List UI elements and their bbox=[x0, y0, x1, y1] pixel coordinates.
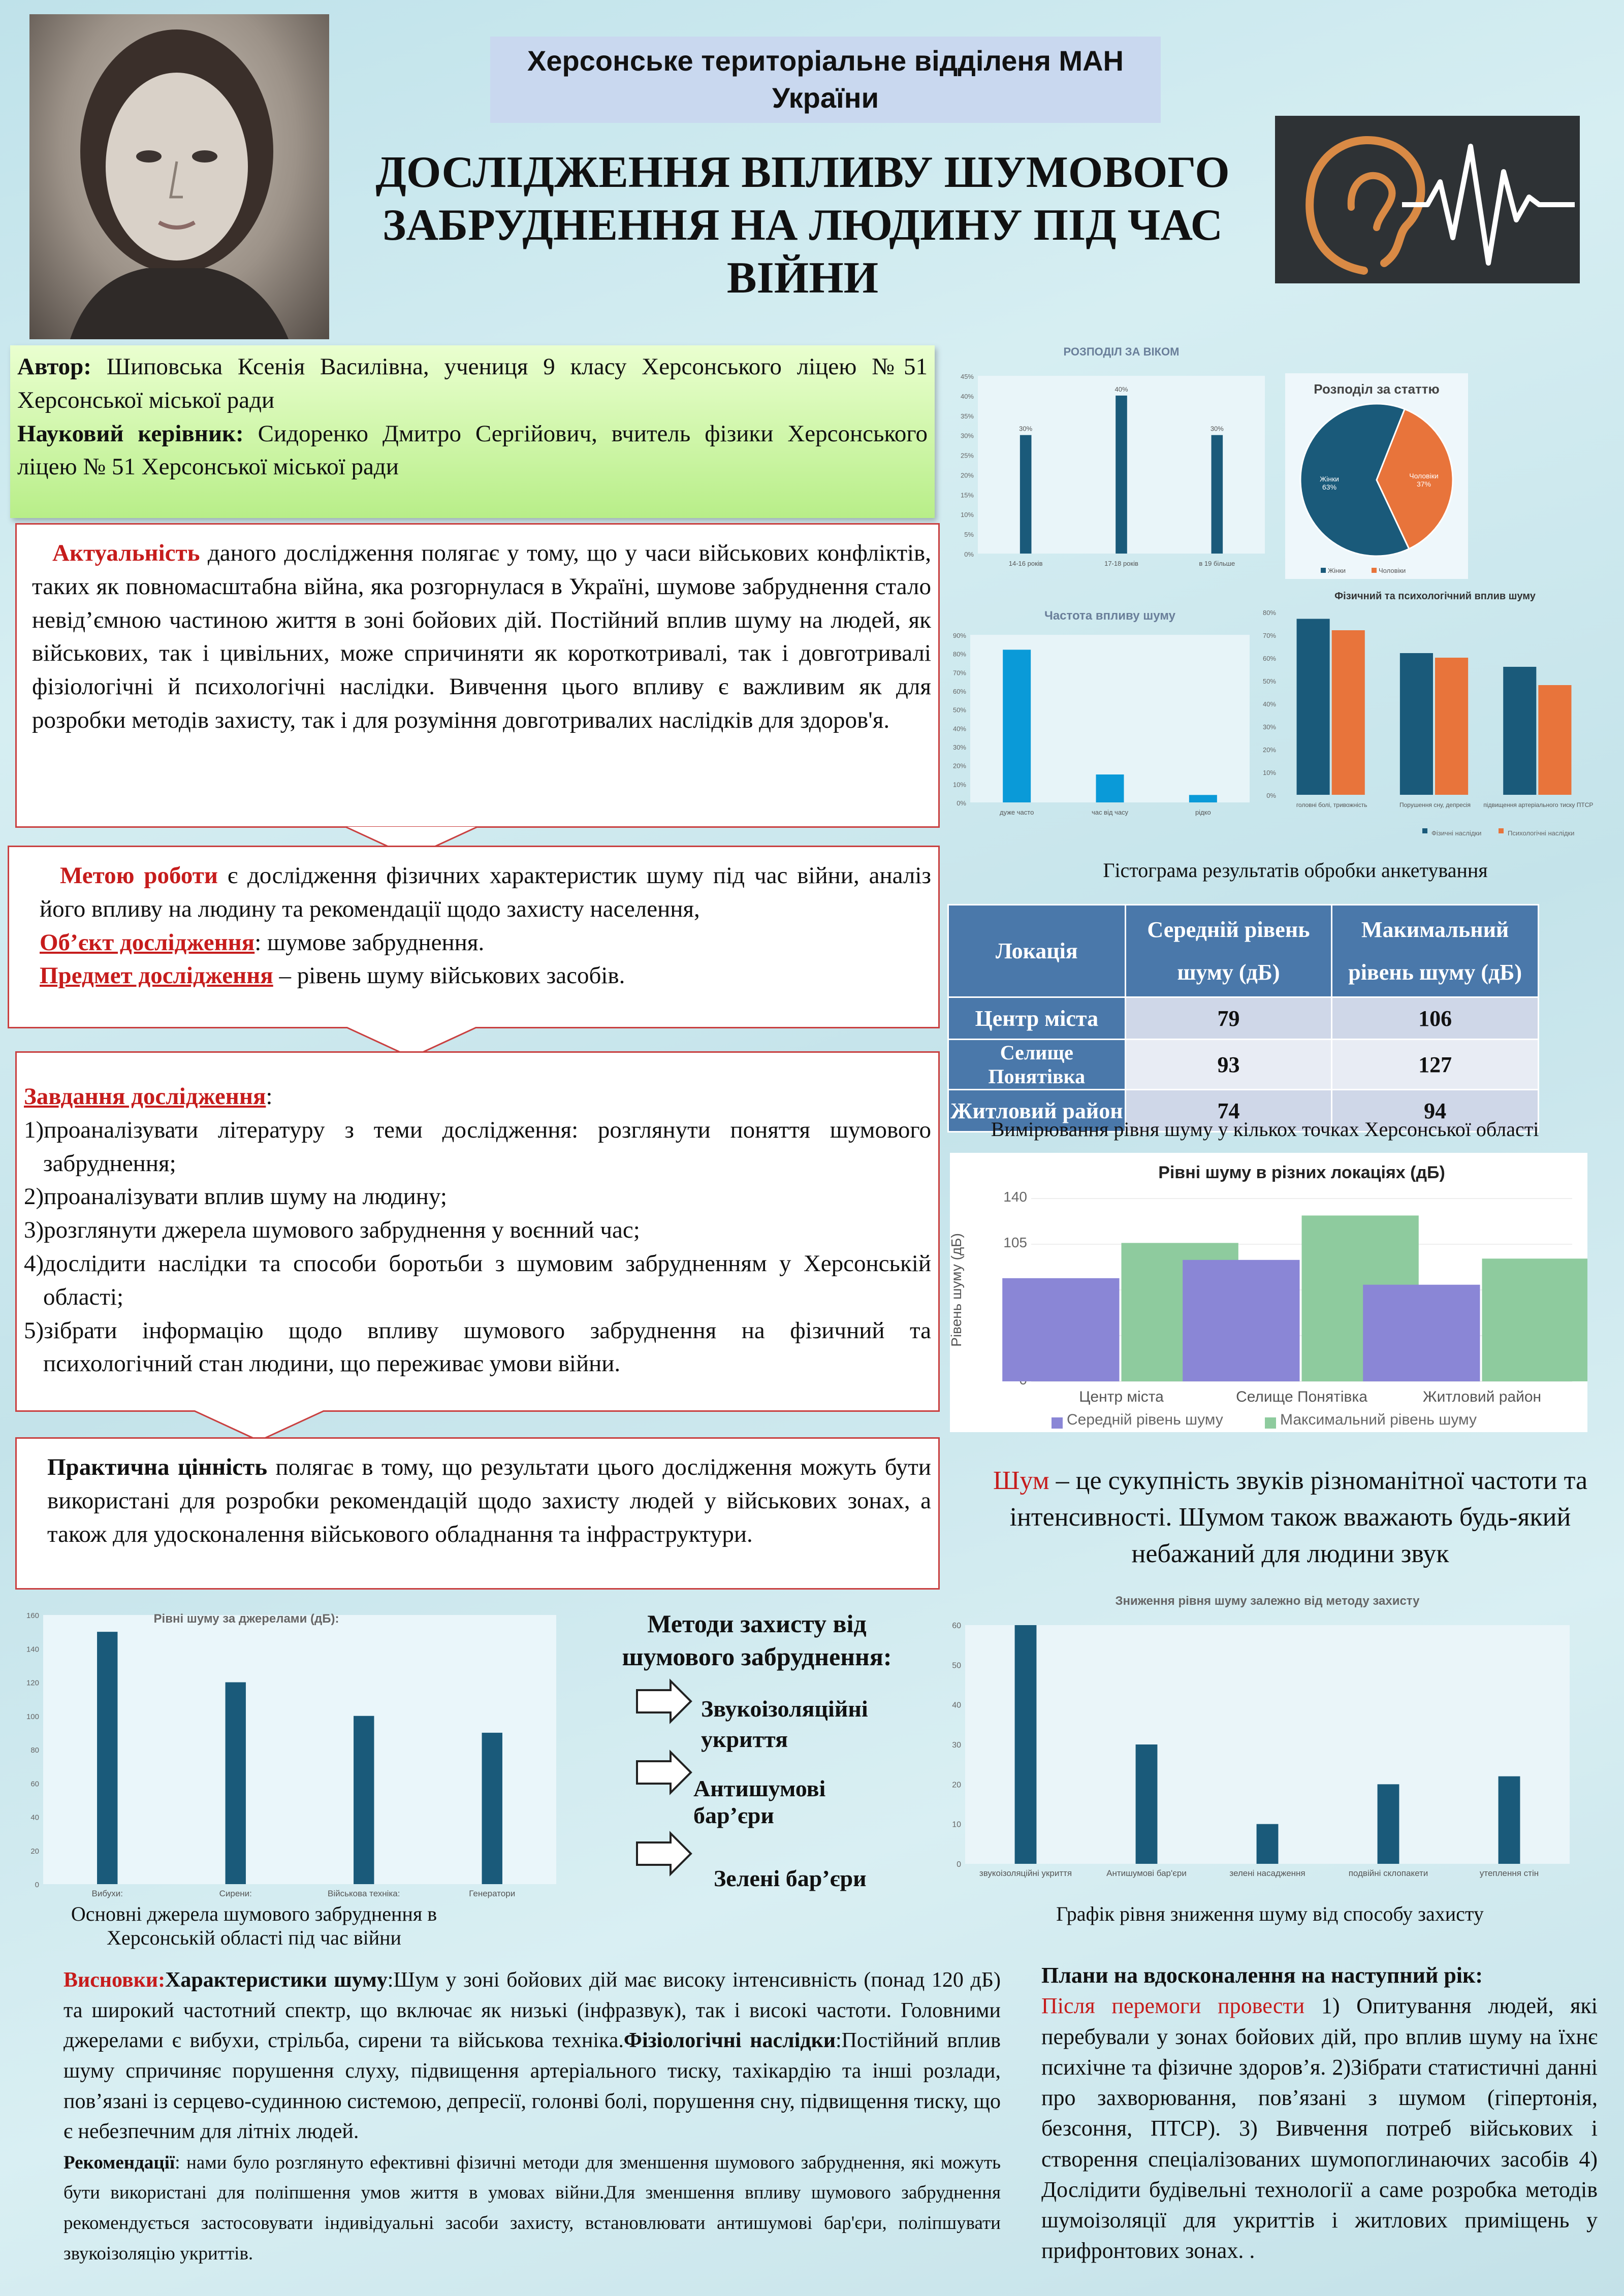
y-tick-label: 25% bbox=[960, 451, 974, 460]
x-tick-label: Центр міста bbox=[1079, 1388, 1164, 1405]
x-tick-label: в 19 більше bbox=[1199, 560, 1235, 567]
x-tick-label: Вибухи: bbox=[91, 1889, 123, 1898]
author-label: Автор: bbox=[17, 353, 91, 380]
impact-chart bbox=[1255, 584, 1600, 843]
y-tick-label: 60% bbox=[952, 688, 966, 695]
y-tick-label: 0% bbox=[1266, 792, 1276, 799]
practical-term: Практична цінність bbox=[47, 1454, 268, 1480]
relevance-box bbox=[15, 523, 940, 828]
bar bbox=[1096, 774, 1124, 802]
legend-swatch bbox=[1265, 1417, 1276, 1429]
tasks-colon: : bbox=[266, 1083, 273, 1110]
table-row bbox=[948, 997, 1539, 1040]
gender-chart bbox=[1285, 373, 1468, 579]
legend-swatch bbox=[1052, 1417, 1063, 1429]
data-label: 40% bbox=[1114, 385, 1128, 393]
plans-text: 1) Опитування людей, які перебували у зонах бойових дій, про вплив шуму на їхнє психічне та фізичне здоров’я. 2)Зібрати статистичні данні про захворювання, пов’язані з шумом (гіпертонія, безсоння, ПТСР). 3) Вивчення потреб військових і створення спеціалізованих шумопоглинаючих засобів 4) Дослідити будівельні технології а саме розробка методів шумоізоляції для укриттів і житлових приміщень у прифронтових зонах. . bbox=[1041, 1993, 1598, 2263]
task-item: 4)дослідити наслідки та способи боротьби з шумовим забрудненням у Херсонській області; bbox=[24, 1250, 931, 1310]
characteristics-label: Характеристики шуму bbox=[165, 1968, 388, 1992]
x-tick-label: зелені насадження bbox=[1229, 1868, 1305, 1878]
tasks-title: Завдання дослідження bbox=[24, 1083, 266, 1110]
table-cell: 74 bbox=[1125, 1090, 1332, 1132]
y-tick-label: 10% bbox=[960, 511, 974, 519]
x-tick-label: Житловий район bbox=[1422, 1388, 1542, 1405]
plot-area bbox=[43, 1615, 556, 1884]
bar bbox=[482, 1733, 502, 1884]
data-label: 63% bbox=[1322, 482, 1337, 491]
bar bbox=[97, 1632, 117, 1884]
y-tick-label: 60% bbox=[1262, 655, 1276, 662]
y-tick-label: 120 bbox=[26, 1678, 39, 1688]
y-tick-label: 10% bbox=[1262, 769, 1276, 777]
y-tick-label: 35% bbox=[960, 412, 974, 420]
bar bbox=[1332, 630, 1365, 795]
object-term: Об’єкт дослідження bbox=[40, 929, 255, 956]
location-table bbox=[947, 904, 1539, 1133]
y-tick-label: 20% bbox=[952, 762, 966, 770]
x-tick-label: 14-16 років bbox=[1008, 560, 1043, 567]
bar bbox=[1003, 650, 1031, 802]
y-tick-label: 100 bbox=[26, 1712, 39, 1721]
table-header: Локація bbox=[948, 905, 1126, 997]
y-tick-label: 50% bbox=[952, 706, 966, 714]
org-name: Херсонське територіальне відділеня МАН України bbox=[527, 45, 1124, 114]
practical-box bbox=[15, 1437, 940, 1590]
location-chart bbox=[950, 1153, 1587, 1432]
author-photo bbox=[29, 14, 329, 339]
table-cell: 106 bbox=[1332, 997, 1539, 1040]
characteristics-text: :Шум у зоні бойових дій має високу інтенсивність (понад 120 дБ) та широкий частотний спектр, що включає як низькі (інфразвук), так і високі частоти. Головними джерелами є вибухи, стрільба, сирени та військова техніка. bbox=[63, 1968, 1001, 2053]
x-tick-label: Військова техніка: bbox=[328, 1889, 400, 1898]
conclusions-label: Висновки: bbox=[63, 1968, 166, 1992]
relevance-term: Актуальність bbox=[52, 540, 200, 566]
y-tick-label: 50 bbox=[952, 1661, 961, 1670]
bar bbox=[1538, 685, 1571, 795]
y-tick-label: 30 bbox=[952, 1741, 961, 1750]
x-tick-label: 17-18 років bbox=[1104, 560, 1138, 567]
method-item: Антишумові бар’єри bbox=[693, 1775, 826, 1828]
y-tick-label: 20 bbox=[952, 1781, 961, 1790]
y-tick-label: 40% bbox=[960, 392, 974, 400]
table-header: Середній рівень шуму (дБ) bbox=[1125, 905, 1332, 997]
task-item: 1)проаналізувати літературу з теми дослідження: розглянути поняття шумового забруднення; bbox=[24, 1116, 931, 1177]
x-tick-label: Генератори bbox=[469, 1889, 516, 1898]
bar bbox=[1499, 1776, 1520, 1864]
chart-title: Частота впливу шуму bbox=[1044, 609, 1176, 623]
supervisor-label: Науковий керівник: bbox=[17, 420, 244, 447]
x-tick-label: подвійні склопакети bbox=[1348, 1868, 1428, 1878]
bar bbox=[1116, 396, 1127, 554]
y-tick-label: 20% bbox=[960, 471, 974, 479]
y-tick-label: 5% bbox=[964, 531, 974, 539]
bar bbox=[1297, 619, 1330, 795]
y-tick-label: 90% bbox=[952, 632, 966, 639]
x-tick-label: дуже часто bbox=[1000, 809, 1034, 816]
legend-label: Середній рівень шуму bbox=[1067, 1411, 1223, 1428]
subject-text: – рівень шуму військових засобів. bbox=[273, 962, 625, 989]
y-tick-label: 70% bbox=[952, 669, 966, 677]
ear-logo bbox=[1275, 116, 1580, 283]
chart-title: Рівні шуму за джерелами (дБ): bbox=[153, 1612, 339, 1626]
reduction-chart bbox=[925, 1590, 1585, 1889]
y-tick-label: 40% bbox=[952, 725, 966, 733]
ear-wave-icon bbox=[1275, 116, 1580, 283]
y-tick-label: 80% bbox=[1262, 609, 1276, 617]
legend-label: Психологічні наслідки bbox=[1508, 829, 1575, 837]
age-chart-svg bbox=[950, 340, 1275, 579]
tasks-list bbox=[24, 1114, 931, 1381]
y-tick-label: 30% bbox=[952, 743, 966, 751]
age-chart bbox=[950, 340, 1275, 579]
bar bbox=[1189, 795, 1217, 802]
y-tick-label: 30% bbox=[960, 432, 974, 440]
reduction-caption: Графік рівня зниження шуму від способу захисту bbox=[1056, 1902, 1484, 1925]
table-cell: 94 bbox=[1332, 1090, 1539, 1132]
data-label: 30% bbox=[1019, 425, 1033, 433]
x-tick-label: утеплення стін bbox=[1479, 1868, 1539, 1878]
x-tick-label: Селище Понятівка bbox=[1236, 1388, 1367, 1405]
page-title: ДОСЛІДЖЕННЯ ВПЛИВУ ШУМОВОГО ЗАБРУДНЕННЯ НА ЛЮДИНУ ПІД ЧАС ВІЙНИ bbox=[375, 148, 1230, 303]
y-tick-label: 15% bbox=[960, 491, 974, 499]
task-item: 3)розглянути джерела шумового забруднення у воєнний час; bbox=[24, 1217, 640, 1244]
impact-chart-svg bbox=[1255, 584, 1600, 843]
y-tick-label: 80% bbox=[952, 650, 966, 658]
x-tick-label: час від часу bbox=[1091, 809, 1129, 816]
x-tick-label: підвищення артеріального тиску ПТСР bbox=[1483, 801, 1594, 809]
table-header: Макимальний рівень шуму (дБ) bbox=[1332, 905, 1539, 997]
object-text: : шумове забруднення. bbox=[254, 929, 485, 956]
y-tick-label: 60 bbox=[952, 1622, 961, 1630]
location-chart-svg bbox=[950, 1153, 1587, 1432]
legend-label: Чоловіки bbox=[1379, 567, 1406, 574]
chart-title: Фізичний та психологічний вплив шуму bbox=[1334, 591, 1536, 602]
recommendations-label: Рекомендації bbox=[63, 2152, 175, 2173]
data-label: 30% bbox=[1210, 425, 1224, 433]
table-row bbox=[948, 1040, 1539, 1090]
y-tick-label: 140 bbox=[26, 1645, 39, 1654]
x-tick-label: рідко bbox=[1195, 809, 1211, 816]
sources-chart bbox=[13, 1595, 566, 1904]
survey-caption: Гістограма результатів обробки анкетування bbox=[1103, 859, 1488, 882]
bar bbox=[1482, 1258, 1588, 1381]
frequency-chart-svg bbox=[945, 604, 1260, 828]
bar bbox=[1183, 1260, 1299, 1381]
frequency-chart bbox=[945, 604, 1260, 828]
bar bbox=[1435, 658, 1468, 795]
tasks-box bbox=[15, 1051, 940, 1412]
table-cell: 93 bbox=[1125, 1040, 1332, 1090]
chart-title: Зниження рівня шуму залежно від методу захисту bbox=[1115, 1594, 1420, 1608]
x-tick-label: Сирени: bbox=[219, 1889, 252, 1898]
y-tick-label: 0 bbox=[957, 1860, 961, 1869]
goal-box bbox=[8, 846, 940, 1028]
table-cell: Центр міста bbox=[948, 997, 1126, 1040]
chart-title: Розподіл за статтю bbox=[1314, 381, 1440, 397]
plans-lead: Після перемоги провести bbox=[1041, 1993, 1305, 2019]
y-tick-label: 0 bbox=[35, 1881, 39, 1889]
methods-title: Методи захисту від шумового забруднення: bbox=[622, 1609, 892, 1671]
bar bbox=[1020, 435, 1032, 554]
method-item: Звукоізоляційні укриття bbox=[701, 1696, 868, 1752]
sources-caption: Основні джерела шумового забруднення в Херсонській області під час війни bbox=[71, 1902, 437, 1949]
legend-label: Максимальний рівень шуму bbox=[1280, 1411, 1477, 1428]
recommendations-text: : нами було розглянуто ефективні фізичні методи для зменшення шумового забруднення, які можуть бути використані для поліпшення умов життя в умовах війни.Для зменшення впливу шумового забруднення рекомендується застосовувати індивідуальні засоби захисту, встановлювати антишумові бар'єри, поліпшувати звукоізоляцію укриттів. bbox=[63, 2152, 1001, 2264]
legend-swatch bbox=[1372, 568, 1377, 573]
bar bbox=[1257, 1824, 1279, 1864]
sources-chart-svg bbox=[13, 1595, 566, 1904]
x-tick-label: Порушення сну, депресія bbox=[1399, 801, 1471, 809]
legend-label: Фізичні наслідки bbox=[1431, 829, 1482, 837]
y-tick-label: 40 bbox=[30, 1813, 39, 1822]
y-tick-label: 10 bbox=[952, 1820, 961, 1829]
physiology-text: :Постійний вплив шуму спричиняє порушення слуху, підвищення артеріального тиску, тахікардію та інші розлади, пов’язані із серцево-судинною системою, депресії, голонві болі, порушення сну, підвищення тиску, що є небезпечним для літніх людей. bbox=[63, 2029, 1001, 2144]
y-tick-label: 105 bbox=[1003, 1235, 1027, 1250]
y-tick-label: 0% bbox=[964, 551, 974, 558]
goal-term: Метою роботи bbox=[60, 862, 218, 889]
conclusions-block bbox=[63, 1965, 1001, 2268]
task-item: 5)зібрати інформацію щодо впливу шумового забруднення на фізичний та психологічний стан людини, що переживає умови війни. bbox=[24, 1317, 931, 1377]
plans-title: Плани на вдосконалення на наступний рік: bbox=[1041, 1963, 1483, 1988]
relevance-text: даного дослідження полягає у тому, що у часи військових конфліктів, таких як повномасштабна війна, яка розгорнулася в Україні, шумове забруднення стало невід’ємною частиною життя в зоні бойових дій. Постійний вплив шуму на людей, як військових, так і цивільних, може спричиняти як короткотривалі, так і довготривалі фізіологічні й психологічні наслідки. Вивчення цього впливу є важливим як для розробки методів захисту, так і для розуміння довготривалих наслідків для здоров'я. bbox=[32, 540, 931, 733]
goal-text: є дослідження фізичних характеристик шуму під час війни, аналіз його впливу на людину та рекомендації щодо захисту населення, bbox=[40, 862, 931, 922]
method-item: Зелені бар’єри bbox=[714, 1865, 867, 1891]
data-label: 37% bbox=[1416, 480, 1431, 489]
bar bbox=[354, 1716, 374, 1884]
y-tick-label: 70% bbox=[1262, 632, 1276, 639]
chart-title: РОЗПОДІЛ ЗА ВІКОМ bbox=[1063, 345, 1180, 358]
gender-pie-svg bbox=[1285, 373, 1468, 579]
plans-block bbox=[1041, 1960, 1598, 2267]
data-label: Чоловіки bbox=[1409, 472, 1439, 480]
table-cell: 127 bbox=[1332, 1040, 1539, 1090]
org-banner bbox=[490, 37, 1161, 123]
author-text: Шиповська Ксенія Василівна, учениця 9 класу Херсонського ліцею №51 Херсонської міської ради bbox=[17, 353, 928, 413]
reduction-chart-svg bbox=[925, 1590, 1585, 1889]
bar bbox=[1400, 653, 1433, 795]
subject-term: Предмет дослідження bbox=[40, 962, 273, 989]
table-cell: Селище Понятівка bbox=[948, 1040, 1126, 1090]
y-tick-label: 160 bbox=[26, 1611, 39, 1620]
x-tick-label: Антишумові бар'єри bbox=[1106, 1868, 1187, 1878]
y-tick-label: 20% bbox=[1262, 746, 1276, 754]
chart-title: Рівні шуму в різних локаціях (дБ) bbox=[1158, 1163, 1445, 1182]
y-tick-label: 40 bbox=[952, 1701, 961, 1710]
x-tick-label: звукоізоляційні укриття bbox=[979, 1868, 1072, 1878]
noise-definition bbox=[965, 1463, 1615, 1572]
bar bbox=[1136, 1744, 1158, 1864]
y-tick-label: 20 bbox=[30, 1847, 39, 1856]
authors-box bbox=[10, 345, 935, 518]
table-caption: Вимірювання рівня шуму у кількох точках Херсонської області bbox=[991, 1118, 1539, 1141]
bar bbox=[226, 1683, 246, 1885]
table-cell: Житловий район bbox=[948, 1090, 1126, 1132]
y-tick-label: 40% bbox=[1262, 700, 1276, 708]
physiology-label: Фізіологічні наслідки bbox=[623, 2029, 836, 2053]
bar bbox=[1363, 1285, 1480, 1381]
legend-swatch bbox=[1499, 828, 1504, 833]
table-cell: 79 bbox=[1125, 997, 1332, 1040]
bar bbox=[1015, 1625, 1037, 1864]
legend-label: Жінки bbox=[1328, 567, 1346, 574]
y-tick-label: 50% bbox=[1262, 677, 1276, 685]
bar bbox=[1212, 435, 1223, 554]
noise-term: Шум bbox=[993, 1466, 1049, 1495]
y-tick-label: 30% bbox=[1262, 723, 1276, 731]
task-item: 2)проаналізувати вплив шуму на людину; bbox=[24, 1183, 447, 1210]
bar bbox=[1002, 1278, 1119, 1381]
noise-text: – це сукупність звуків різноманітної частоти та інтенсивності. Шумом також вважають будь-який небажаний для людини звук bbox=[1009, 1466, 1588, 1568]
data-label: Жінки bbox=[1320, 474, 1339, 483]
y-tick-label: 80 bbox=[30, 1746, 39, 1755]
legend-swatch bbox=[1422, 828, 1427, 833]
y-axis-label: Рівень шуму (дБ) bbox=[950, 1233, 964, 1347]
portrait-image bbox=[29, 14, 329, 339]
bar bbox=[1378, 1784, 1399, 1864]
practical-text: полягає в тому, що результати цього дослідження можуть бути використані для розробки рекомендацій щодо захисту людей у військових зонах, а також для удосконалення військового обладнання та інфраструктури. bbox=[47, 1454, 931, 1547]
y-tick-label: 45% bbox=[960, 373, 974, 380]
y-tick-label: 0% bbox=[957, 799, 966, 807]
y-tick-label: 60 bbox=[30, 1780, 39, 1789]
bar bbox=[1503, 667, 1536, 795]
supervisor-text: Сидоренко Дмитро Сергійович, вчитель фізики Херсонського ліцею № 51 Херсонської міської ради bbox=[17, 420, 928, 480]
x-tick-label: головні болі, тривожність bbox=[1296, 801, 1367, 809]
y-tick-label: 10% bbox=[952, 781, 966, 789]
y-tick-label: 140 bbox=[1003, 1189, 1027, 1205]
legend-swatch bbox=[1321, 568, 1326, 573]
